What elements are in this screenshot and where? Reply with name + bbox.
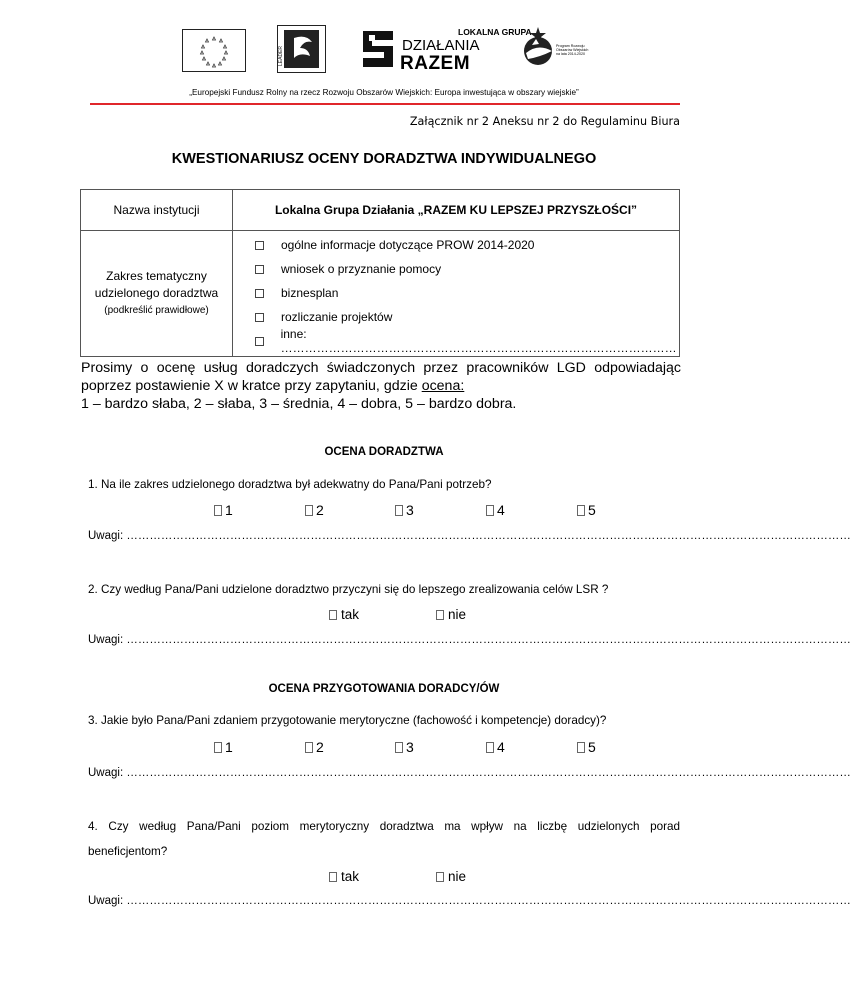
instructions-line2 [81, 377, 681, 395]
fund-caption: „Europejski Fundusz Rolny na rzecz Rozwoju Obszarów Wiejskich: Europa inwestująca w obszary wiejskie” [189, 88, 579, 97]
q4-option-yes[interactable] [329, 869, 359, 884]
q4-option-no[interactable] [436, 869, 466, 884]
prow-logo-text: Program Rozwoju Obszarów Wiejskich na lata 2014-2020 [556, 44, 589, 57]
rating-label: 3 [406, 739, 414, 755]
option-label: nie [448, 607, 467, 622]
rating-label: 5 [588, 502, 596, 518]
q2-remarks[interactable]: Uwagi: ……………………………………………………………………………………………………………………………………………………………………… [88, 634, 851, 646]
institution-table [80, 189, 680, 357]
checkbox-icon[interactable] [395, 505, 403, 516]
question-3: 3. Jakie było Pana/Pani zdaniem przygotowanie merytoryczne (fachowość i kompetencje) doradcy)? [88, 714, 607, 727]
lgd-logo-line3: RAZEM [400, 53, 471, 74]
checkbox-icon[interactable] [255, 241, 264, 250]
q3-rating-4[interactable] [486, 739, 505, 755]
checkbox-icon[interactable] [305, 742, 313, 753]
q1-remarks[interactable]: Uwagi: ……………………………………………………………………………………………………………………………………………………………………… [88, 530, 851, 542]
scope-option-settlement[interactable] [233, 305, 679, 329]
rating-label: 1 [225, 739, 233, 755]
option-label: tak [341, 607, 360, 622]
leader-logo [277, 25, 326, 73]
rating-label: 3 [406, 502, 414, 518]
checkbox-icon[interactable] [486, 505, 494, 516]
q1-rating-5[interactable] [577, 502, 596, 518]
instructions-line1: Prosimy o ocenę usług doradczych świadczonych przez pracowników LGD odpowiadając [81, 360, 681, 376]
rating-label: 4 [497, 739, 505, 755]
scope-option-application[interactable] [233, 257, 679, 281]
scope-options-cell [233, 231, 680, 357]
checkbox-icon[interactable] [255, 313, 264, 322]
checkbox-icon[interactable] [305, 505, 313, 516]
instructions-scale: 1 – bardzo słaba, 2 – słaba, 3 – średnia, 4 – dobra, 5 – bardzo dobra. [81, 396, 517, 412]
scope-label-line2: udzielonego doradztwa [94, 286, 219, 300]
checkbox-icon[interactable] [329, 872, 337, 882]
q1-rating-4[interactable] [486, 502, 505, 518]
header-divider [90, 103, 680, 105]
scope-label-note: (podkreślić prawidłowe) [104, 305, 209, 316]
option-label: nie [448, 869, 467, 884]
lgd-logo-line2: DZIAŁANIA [402, 37, 480, 54]
lgd-logo-line1: LOKALNA GRUPA [458, 27, 532, 37]
q4-remarks[interactable]: Uwagi: ……………………………………………………………………………………………………………………………………………………………………… [88, 895, 851, 907]
rating-label: 2 [316, 502, 324, 518]
scope-option-label: ogólne informacje dotyczące PROW 2014-2020 [281, 238, 535, 252]
institution-label: Nazwa instytucji [81, 190, 233, 231]
scope-option-label: biznesplan [281, 286, 339, 300]
checkbox-icon[interactable] [214, 505, 222, 516]
section-heading-advice: OCENA DORADZTWA [324, 446, 444, 458]
section-heading-preparation: OCENA PRZYGOTOWANIA DORADCY/ÓW [268, 683, 500, 695]
question-2: 2. Czy według Pana/Pani udzielone doradztwo przyczyni się do lepszego zrealizowania celów LSR ? [88, 583, 609, 596]
rating-label: 1 [225, 502, 233, 518]
instructions-rating-word: ocena: [421, 378, 465, 394]
checkbox-icon[interactable] [329, 610, 337, 620]
rating-label: 4 [497, 502, 505, 518]
rating-label: 2 [316, 739, 324, 755]
checkbox-icon[interactable] [255, 265, 264, 274]
checkbox-icon[interactable] [577, 742, 585, 753]
q1-rating-3[interactable] [395, 502, 414, 518]
q3-remarks[interactable]: Uwagi: ……………………………………………………………………………………………………………………………………………………………………… [88, 767, 851, 779]
q3-rating-1[interactable] [214, 739, 233, 755]
q2-option-yes[interactable] [329, 607, 359, 622]
scope-option-other[interactable] [233, 329, 679, 353]
scope-label-cell [81, 231, 233, 357]
q1-rating-2[interactable] [305, 502, 324, 518]
checkbox-icon[interactable] [395, 742, 403, 753]
leader-logo-text: LEADER [278, 45, 284, 66]
scope-option-label: wniosek o przyznanie pomocy [281, 262, 442, 276]
q3-rating-5[interactable] [577, 739, 596, 755]
checkbox-icon[interactable] [436, 872, 444, 882]
checkbox-icon[interactable] [255, 289, 264, 298]
question-4-line2: beneficjentom? [88, 845, 168, 858]
checkbox-icon[interactable] [436, 610, 444, 620]
scope-option-prow[interactable] [233, 233, 679, 257]
scope-label-line1: Zakres tematyczny [106, 269, 207, 283]
scope-option-label: inne: ……………………………………………………………………………………… [280, 327, 677, 355]
page-title: KWESTIONARIUSZ OCENY DORADZTWA INDYWIDUALNEGO [171, 151, 597, 167]
question-4-line1: 4. Czy według Pana/Pani poziom merytoryczny doradztwa ma wpływ na liczbę udzielonych porad [88, 820, 680, 833]
checkbox-icon[interactable] [214, 742, 222, 753]
institution-value: Lokalna Grupa Działania „RAZEM KU LEPSZEJ PRZYSZŁOŚCI” [233, 190, 680, 231]
q3-rating-2[interactable] [305, 739, 324, 755]
question-1: 1. Na ile zakres udzielonego doradztwa był adekwatny do Pana/Pani potrzeb? [88, 478, 492, 491]
instructions [81, 359, 681, 413]
instructions-line2-text: poprzez postawienie X w kratce przy zapytaniu, gdzie [81, 378, 422, 394]
checkbox-icon[interactable] [577, 505, 585, 516]
q2-option-no[interactable] [436, 607, 466, 622]
q1-rating-1[interactable] [214, 502, 233, 518]
checkbox-icon[interactable] [486, 742, 494, 753]
annex-note: Załącznik nr 2 Aneksu nr 2 do Regulaminu Biura [409, 115, 680, 128]
scope-option-business-plan[interactable] [233, 281, 679, 305]
option-label: tak [341, 869, 360, 884]
q3-rating-3[interactable] [395, 739, 414, 755]
rating-label: 5 [588, 739, 596, 755]
eu-flag-logo [182, 29, 246, 72]
scope-option-label: rozliczanie projektów [281, 310, 393, 324]
checkbox-icon[interactable] [255, 337, 264, 346]
